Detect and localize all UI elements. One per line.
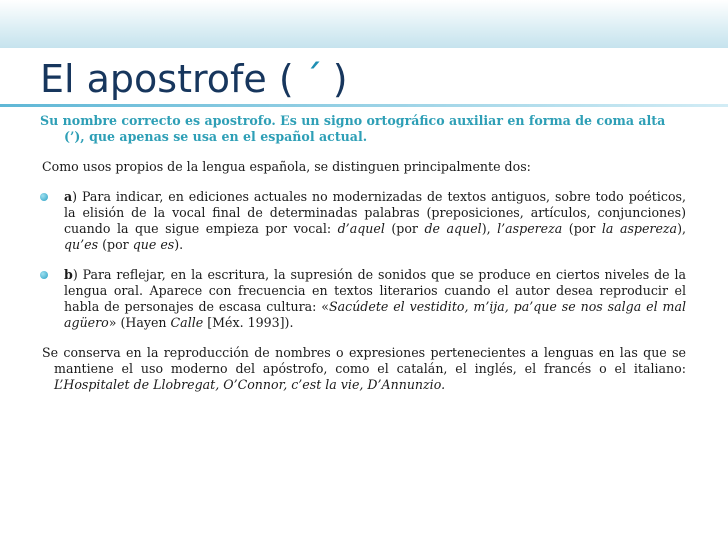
header-band: [0, 0, 728, 48]
title-text: El apostrofe (: [40, 57, 294, 101]
bullet-b-letter: b: [64, 267, 73, 282]
example-que-es: que es: [132, 237, 175, 252]
title-accent-mark: ´: [303, 57, 323, 101]
closing-examples: L’Hospitalet de Llobregat, O’Connor, c’est la vie, D’Annunzio.: [54, 377, 446, 392]
bullet-icon: [40, 271, 48, 279]
example-daquel: d’aquel: [337, 221, 385, 236]
bullet-item-b: [40, 267, 686, 331]
slide-title: [40, 56, 348, 102]
closing-text: Se conserva en la reproducción de nombres o expresiones pertenecientes a lenguas en las que se mantiene el uso moderno del apóstrofo, como el catalán, el inglés, el francés o el italiano:: [42, 345, 686, 376]
uses-intro-paragraph: Como usos propios de la lengua española, se distinguen principalmente dos:: [42, 159, 531, 174]
example-ques: qu’es: [64, 237, 99, 252]
intro-paragraph: Su nombre correcto es apostrofo. Es un signo ortográfico auxiliar en forma de coma alta (’), que apenas se usa en el español actual.: [40, 113, 666, 144]
bullet-a-text-part: ).: [174, 237, 184, 252]
bullet-a-text-part: ),: [481, 221, 498, 236]
bullet-a-text-part: (por: [384, 221, 425, 236]
example-laspereza: l’aspereza: [497, 221, 563, 236]
bullet-b-text: ) Para reflejar, en la escritura, la supresión de sonidos que se produce en ciertos niveles de la lengua oral. Aparece con frecuencia en textos literarios cuando el autor desea reproducir el habla de personajes de escasa cultura: «: [64, 267, 686, 314]
bullet-b-text-part: [Méx. 1993]).: [203, 315, 294, 330]
bullet-a-text-part: ),: [677, 221, 686, 236]
example-de-aquel: de aquel: [424, 221, 482, 236]
bullet-a-text-part: (por: [562, 221, 602, 236]
bullet-icon: [40, 193, 48, 201]
bullet-b-text-part: » (Hayen: [108, 315, 171, 330]
bullet-a-text-part: (por: [98, 237, 133, 252]
title-close: ): [332, 57, 348, 101]
work-title: Calle: [170, 315, 204, 330]
literary-quote: Sacúdete el vestidito, m’ija, pa’que se nos salga el mal agüero: [64, 299, 686, 330]
bullet-a-text: ) Para indicar, en ediciones actuales no modernizadas de textos antiguos, sobre todo poéticos, la elisión de la vocal final de determinadas palabras (preposiciones, artículos, conjunciones) cuando la que sigue empieza por vocal:: [64, 189, 686, 236]
slide-body: [40, 113, 686, 407]
title-divider: [0, 104, 728, 107]
example-la-aspereza: la aspereza: [601, 221, 678, 236]
bullet-a-letter: a: [64, 189, 73, 204]
bullet-item-a: [40, 189, 686, 253]
closing-paragraph: [40, 345, 686, 393]
